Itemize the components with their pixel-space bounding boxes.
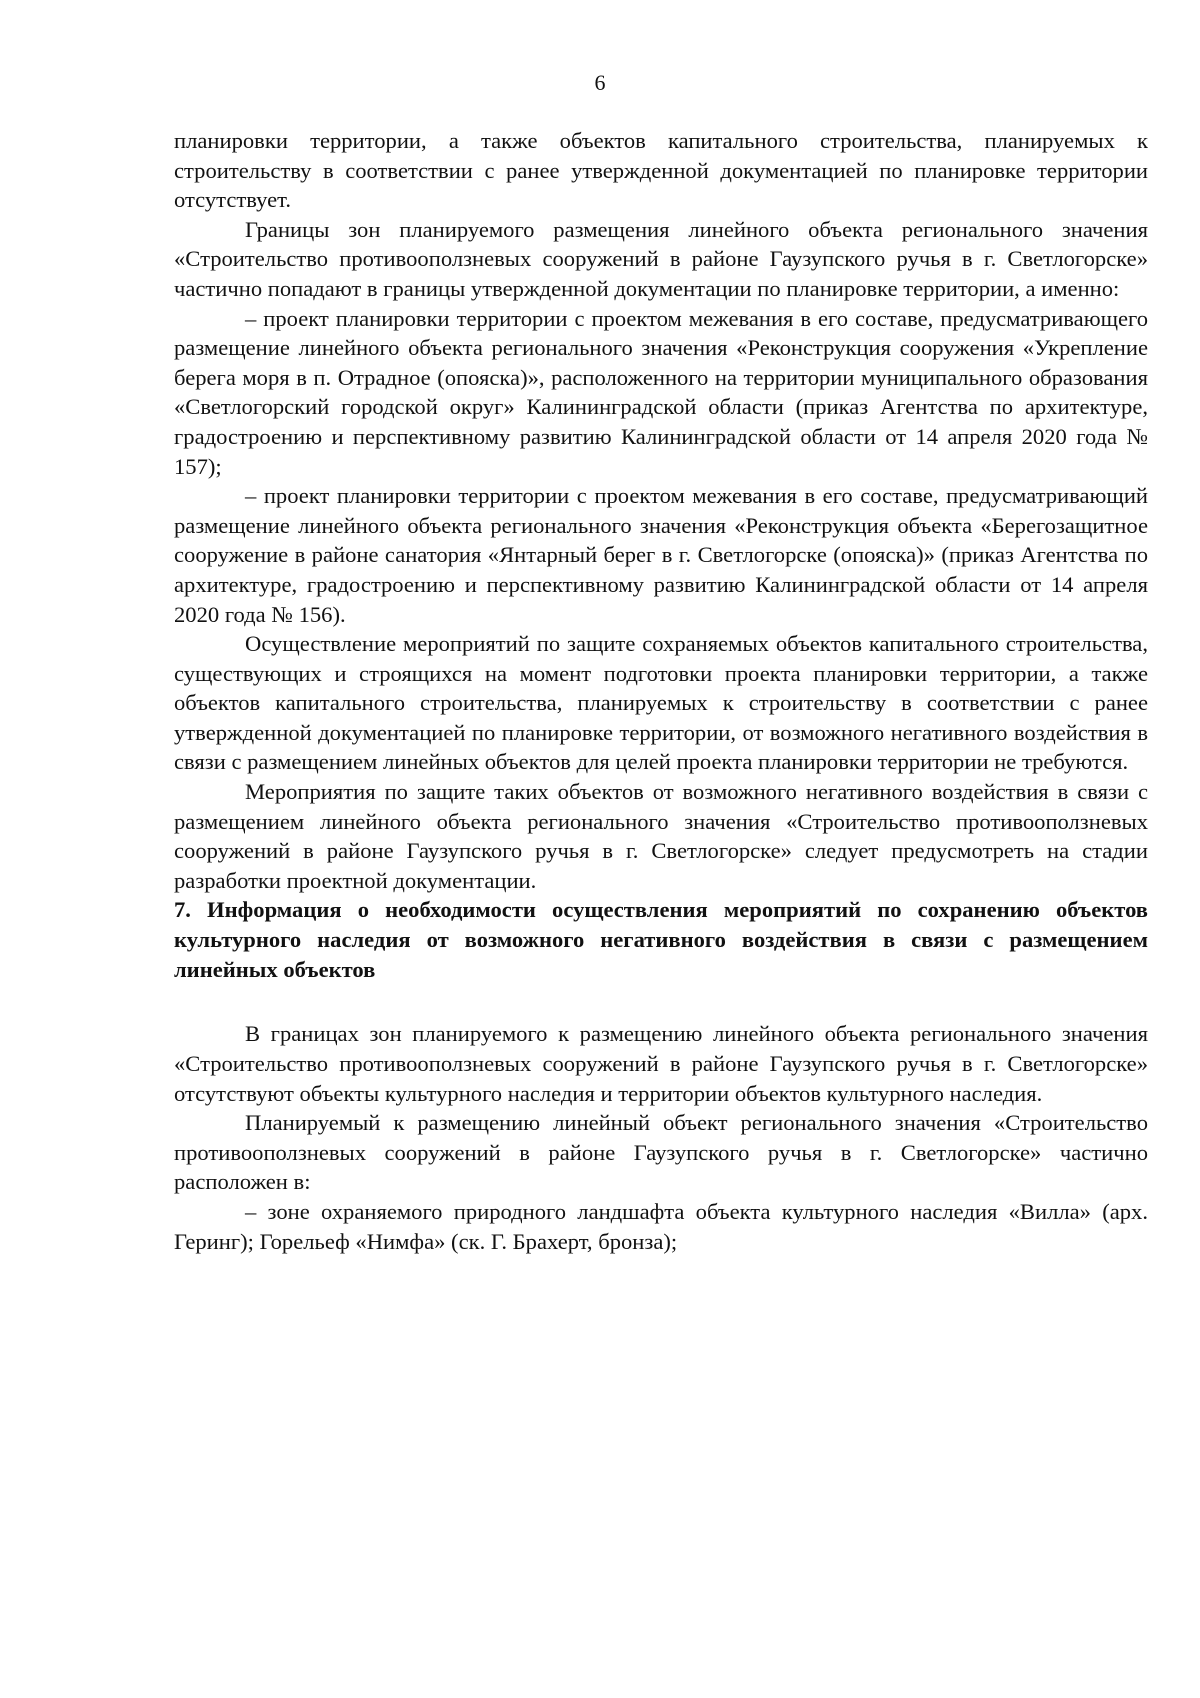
paragraph: В границах зон планируемого к размещению линейного объекта регионального значения «Строительство противооползневых сооружений в районе Гаузупского ручья в г. Светлогорске» отсутствуют объекты культурного наследия и территории объектов культурного наследия.: [174, 1021, 1148, 1106]
list-item-paragraph: – проект планировки территории с проектом межевания в его составе, предусматривающий размещение линейного объекта регионального значения «Реконструкция объекта «Берегозащитное сооружение в районе санатория «Янтарный берег в г. Светлогорске (опояска)» (приказ Агентства по архитектуре, градостроению и перспективному развитию Калининградской области от 14 апреля 2020 года № 156).: [174, 483, 1148, 627]
paragraph: планировки территории, а также объектов капитального строительства, планируемых к строительству в соответствии с ранее утвержденной документацией по планировке территории отсутствует.: [174, 128, 1148, 213]
list-item-paragraph: – проект планировки территории с проектом межевания в его составе, предусматривающего размещение линейного объекта регионального значения «Реконструкция сооружения «Укрепление берега моря в п. Отрадное (опояска)», расположенного на территории муниципального образования «Светлогорский городской округ» Калининградской области (приказ Агентства по архитектуре, градостроению и перспективному развитию Калининградской области от 14 апреля 2020 года № 157);: [174, 305, 1148, 479]
list-item-paragraph: – зоне охраняемого природного ландшафта объекта культурного наследия «Вилла» (арх. Геринг); Горельеф «Нимфа» (ск. Г. Брахерт, бронза);: [174, 1199, 1148, 1254]
paragraph: Осуществление мероприятий по защите сохраняемых объектов капитального строительства, существующих и строящихся на момент подготовки проекта планировки территории, а также объектов капитального строительства, планируемых к строительству в соответствии с ранее утвержденной документацией по планировке территории, от возможного негативного воздействия в связи с размещением линейных объектов для целей проекта планировки территории не требуются.: [174, 631, 1148, 775]
section-heading: 7. Информация о необходимости осуществления мероприятий по сохранению объектов культурного наследия от возможного негативного воздействия в связи с размещением линейных объектов: [174, 897, 1148, 983]
page-number: 6: [594, 70, 606, 95]
paragraph: Мероприятия по защите таких объектов от возможного негативного воздействия в связи с размещением линейного объекта регионального значения «Строительство противооползневых сооружений в районе Гаузупского ручья в г. Светлогорске» следует предусмотреть на стадии разработки проектной документации.: [174, 779, 1148, 893]
paragraph: Границы зон планируемого размещения линейного объекта регионального значения «Строительство противооползневых сооружений в районе Гаузупского ручья в г. Светлогорске» частично попадают в границы утвержденной документации по планировке территории, а именно:: [174, 216, 1148, 301]
document-body: [174, 126, 1148, 1256]
spacer: [174, 985, 1148, 1019]
paragraph: Планируемый к размещению линейный объект регионального значения «Строительство противооползневых сооружений в районе Гаузупского ручья в г. Светлогорске» частично расположен в:: [174, 1110, 1148, 1195]
